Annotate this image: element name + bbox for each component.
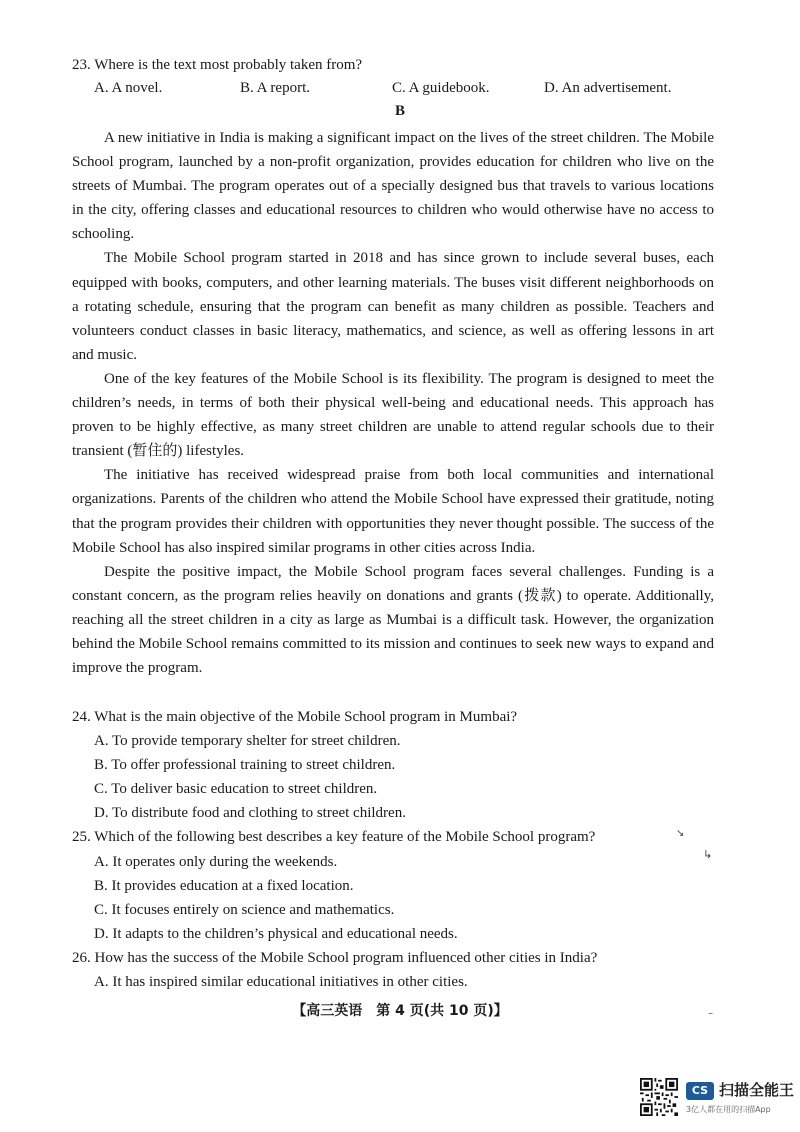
stray-mark: ↘ (676, 828, 685, 839)
section-label: B (394, 103, 405, 119)
question-26-stem: 26. How has the success of the Mobile School program influenced other cities in India? (72, 949, 598, 966)
scanner-watermark (640, 1078, 795, 1120)
question-25-stem: 25. Which of the following best describes a key feature of the Mobile School program? (72, 829, 596, 846)
stray-mark: – (708, 1008, 713, 1019)
reading-passage (72, 126, 714, 680)
q25-option-d: D. It adapts to the children’s physical and educational needs. (94, 925, 458, 942)
passage-paragraph: A new initiative in India is making a significant impact on the lives of the street children. The Mobile School program, launched by a non-profit organization, provides education for children who live on the streets of Mumbai. The program operates out of a specially designed bus that travels to various locations in the city, offering classes and educational resources to children who would otherwise have no access to schooling. (72, 130, 714, 243)
qr-code-icon (640, 1078, 678, 1116)
q24-option-a: A. To provide temporary shelter for street children. (94, 733, 401, 750)
q24-option-d: D. To distribute food and clothing to street children. (94, 805, 406, 822)
question-24-stem: 24. What is the main objective of the Mobile School program in Mumbai? (72, 709, 518, 725)
scanner-app-name: 扫描全能王 (719, 1081, 795, 1099)
question-23-stem: 23. Where is the text most probably taken from? (72, 57, 363, 73)
q23-option-c: C. A guidebook. (392, 80, 490, 96)
passage-paragraph: The Mobile School program started in 2018 and has since grown to include several buses, each equipped with books, computers, and other learning materials. The buses visit different neighborhoods on a rotating schedule, ensuring that the program can benefit as many children as possible. Teachers and volunteers conduct classes in basic literacy, mathematics, and science, as well as offering lessons in art and music. (72, 250, 714, 363)
stray-mark: ↳ (703, 848, 713, 861)
q25-option-a: A. It operates only during the weekends. (94, 853, 338, 870)
q24-option-b: B. To offer professional training to street children. (94, 757, 396, 774)
passage-paragraph: The initiative has received widespread praise from both local communities and international organizations. Parents of the children who attend the Mobile School have expressed their gratitude, noting that the program provides their children with opportunities they never thought possible. The success of the Mobile School has also inspired similar programs in other cities across India. (72, 467, 714, 556)
scanner-tagline: 3亿人都在用的扫描App (686, 1105, 771, 1114)
q25-option-b: B. It provides education at a fixed location. (94, 877, 354, 894)
q25-option-c: C. It focuses entirely on science and mathematics. (94, 901, 395, 918)
q23-option-d: D. An advertisement. (544, 80, 672, 96)
q23-option-b: B. A report. (240, 80, 310, 96)
q26-option-a: A. It has inspired similar educational initiatives in other cities. (94, 974, 468, 991)
page-footer: 【高三英语 第 4 页(共 10 页)】 (292, 1003, 508, 1019)
passage-paragraph: One of the key features of the Mobile School is its flexibility. The program is designed to meet the children’s needs, in terms of both their physical well-being and educational needs. This approach has proven to be highly effective, as many street children are unable to attend regular schools due to their transient (暂住的) lifestyles. (72, 370, 714, 460)
camscanner-logo-icon: CS (686, 1082, 714, 1100)
passage-paragraph: Despite the positive impact, the Mobile School program faces several challenges. Funding is a constant concern, as the program relies heavily on donations and grants (拨款) to operate. Additionally, reaching all the street children in a city as large as Mumbai is a difficult task. However, the organization behind the Mobile School remains committed to its mission and continues to seek new ways to expand and improve the program. (72, 563, 714, 677)
q24-option-c: C. To deliver basic education to street children. (94, 781, 378, 798)
question-list (72, 705, 722, 994)
q23-option-a: A. A novel. (94, 80, 163, 96)
